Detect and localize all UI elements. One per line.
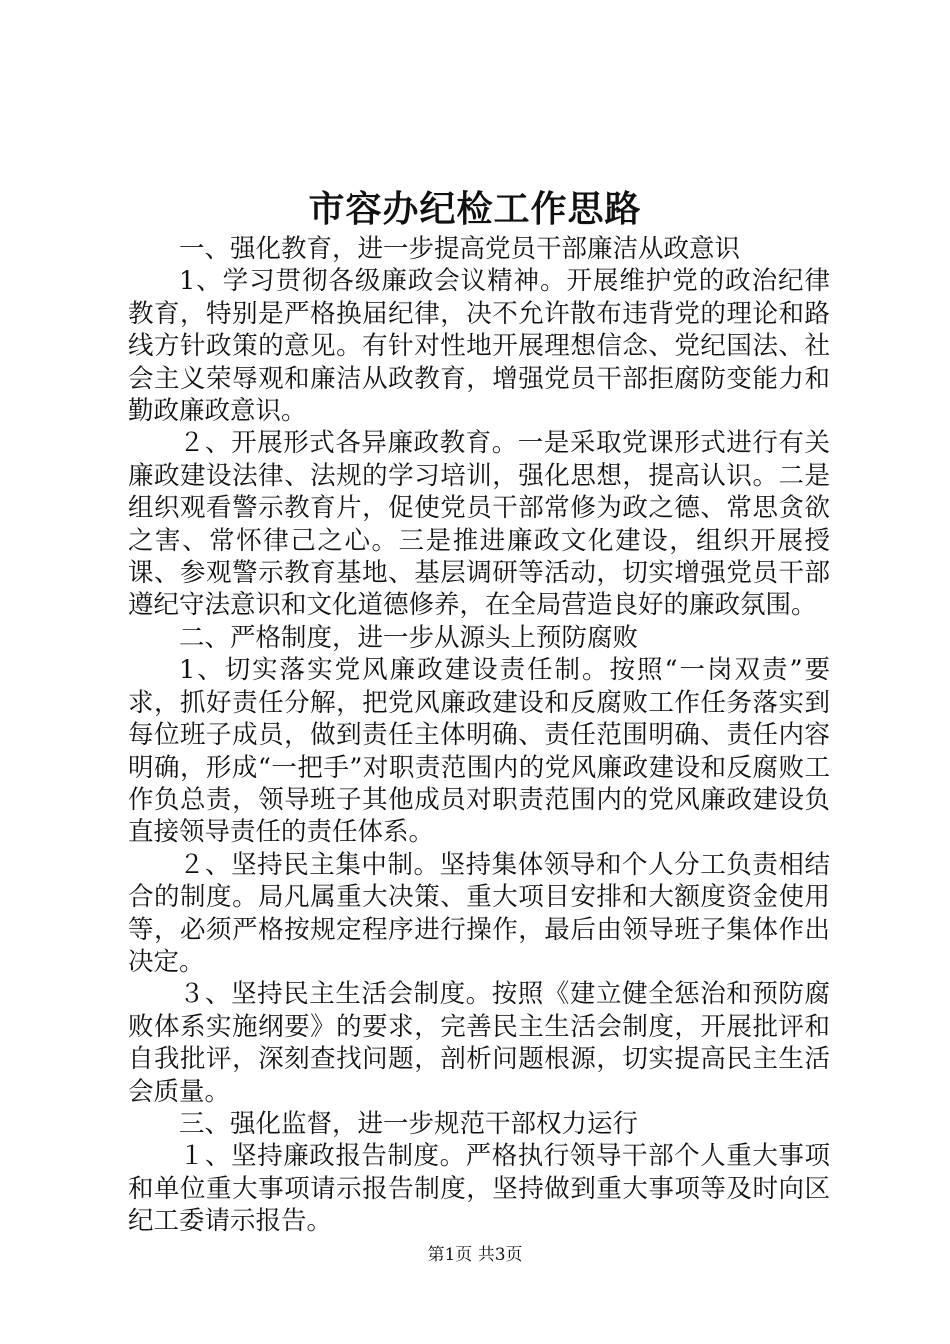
paragraph: １、坚持廉政报告制度。严格执行领导干部个人重大事项和单位重大事项请示报告制度，坚持做到重大事项等及时向区纪工委请示报告。: [128, 1141, 830, 1237]
paragraph: 1、学习贯彻各级廉政会议精神。开展维护党的政治纪律教育，特别是严格换届纪律，决不允许散布违背党的理论和路线方针政策的意见。有针对性地开展理想信念、党纪国法、社会主义荣辱观和廉洁从政教育，增强党员干部拒腐防变能力和勤政廉政意识。: [128, 266, 830, 427]
paragraph: ２、开展形式各异廉政教育。一是采取党课形式进行有关廉政建设法律、法规的学习培训，强化思想，提高认识。二是组织观看警示教育片，促使党员干部常修为政之德、常思贪欲之害、常怀律己之心。三是推进廉政文化建设，组织开展授课、参观警示教育基地、基层调研等活动，切实增强党员干部遵纪守法意识和文化道德修养，在全局营造良好的廉政氛围。: [128, 428, 830, 621]
section-heading-3: 三、强化监督，进一步规范干部权力运行: [179, 1108, 639, 1139]
document-body: [128, 233, 830, 1238]
page-number-footer: 第1页 共3页: [427, 1245, 523, 1265]
paragraph: ２、坚持民主集中制。坚持集体领导和个人分工负责相结合的制度。局凡属重大决策、重大项目安排和大额度资金使用等，必须严格按规定程序进行操作，最后由领导班子集体作出决定。: [128, 849, 830, 977]
document-title: 市容办纪检工作思路: [308, 188, 642, 230]
section-heading-1: 一、强化教育，进一步提高党员干部廉洁从政意识: [179, 234, 741, 264]
section-heading-2: 二、严格制度，进一步从源头上预防腐败: [179, 622, 639, 653]
paragraph: 1、切实落实党风廉政建设责任制。按照“一岗双责”要求，抓好责任分解，把党风廉政建设和反腐败工作任务落实到每位班子成员，做到责任主体明确、责任范围明确、责任内容明确，形成“一把手”对职责范围内的党风廉政建设和反腐败工作负总责，领导班子其他成员对职责范围内的党风廉政建设负直接领导责任的责任体系。: [128, 655, 830, 848]
paragraph: ３、坚持民主生活会制度。按照《建立健全惩治和预防腐败体系实施纲要》的要求，完善民主生活会制度，开展批评和自我批评，深刻查找问题，剖析问题根源，切实提高民主生活会质量。: [128, 979, 830, 1107]
